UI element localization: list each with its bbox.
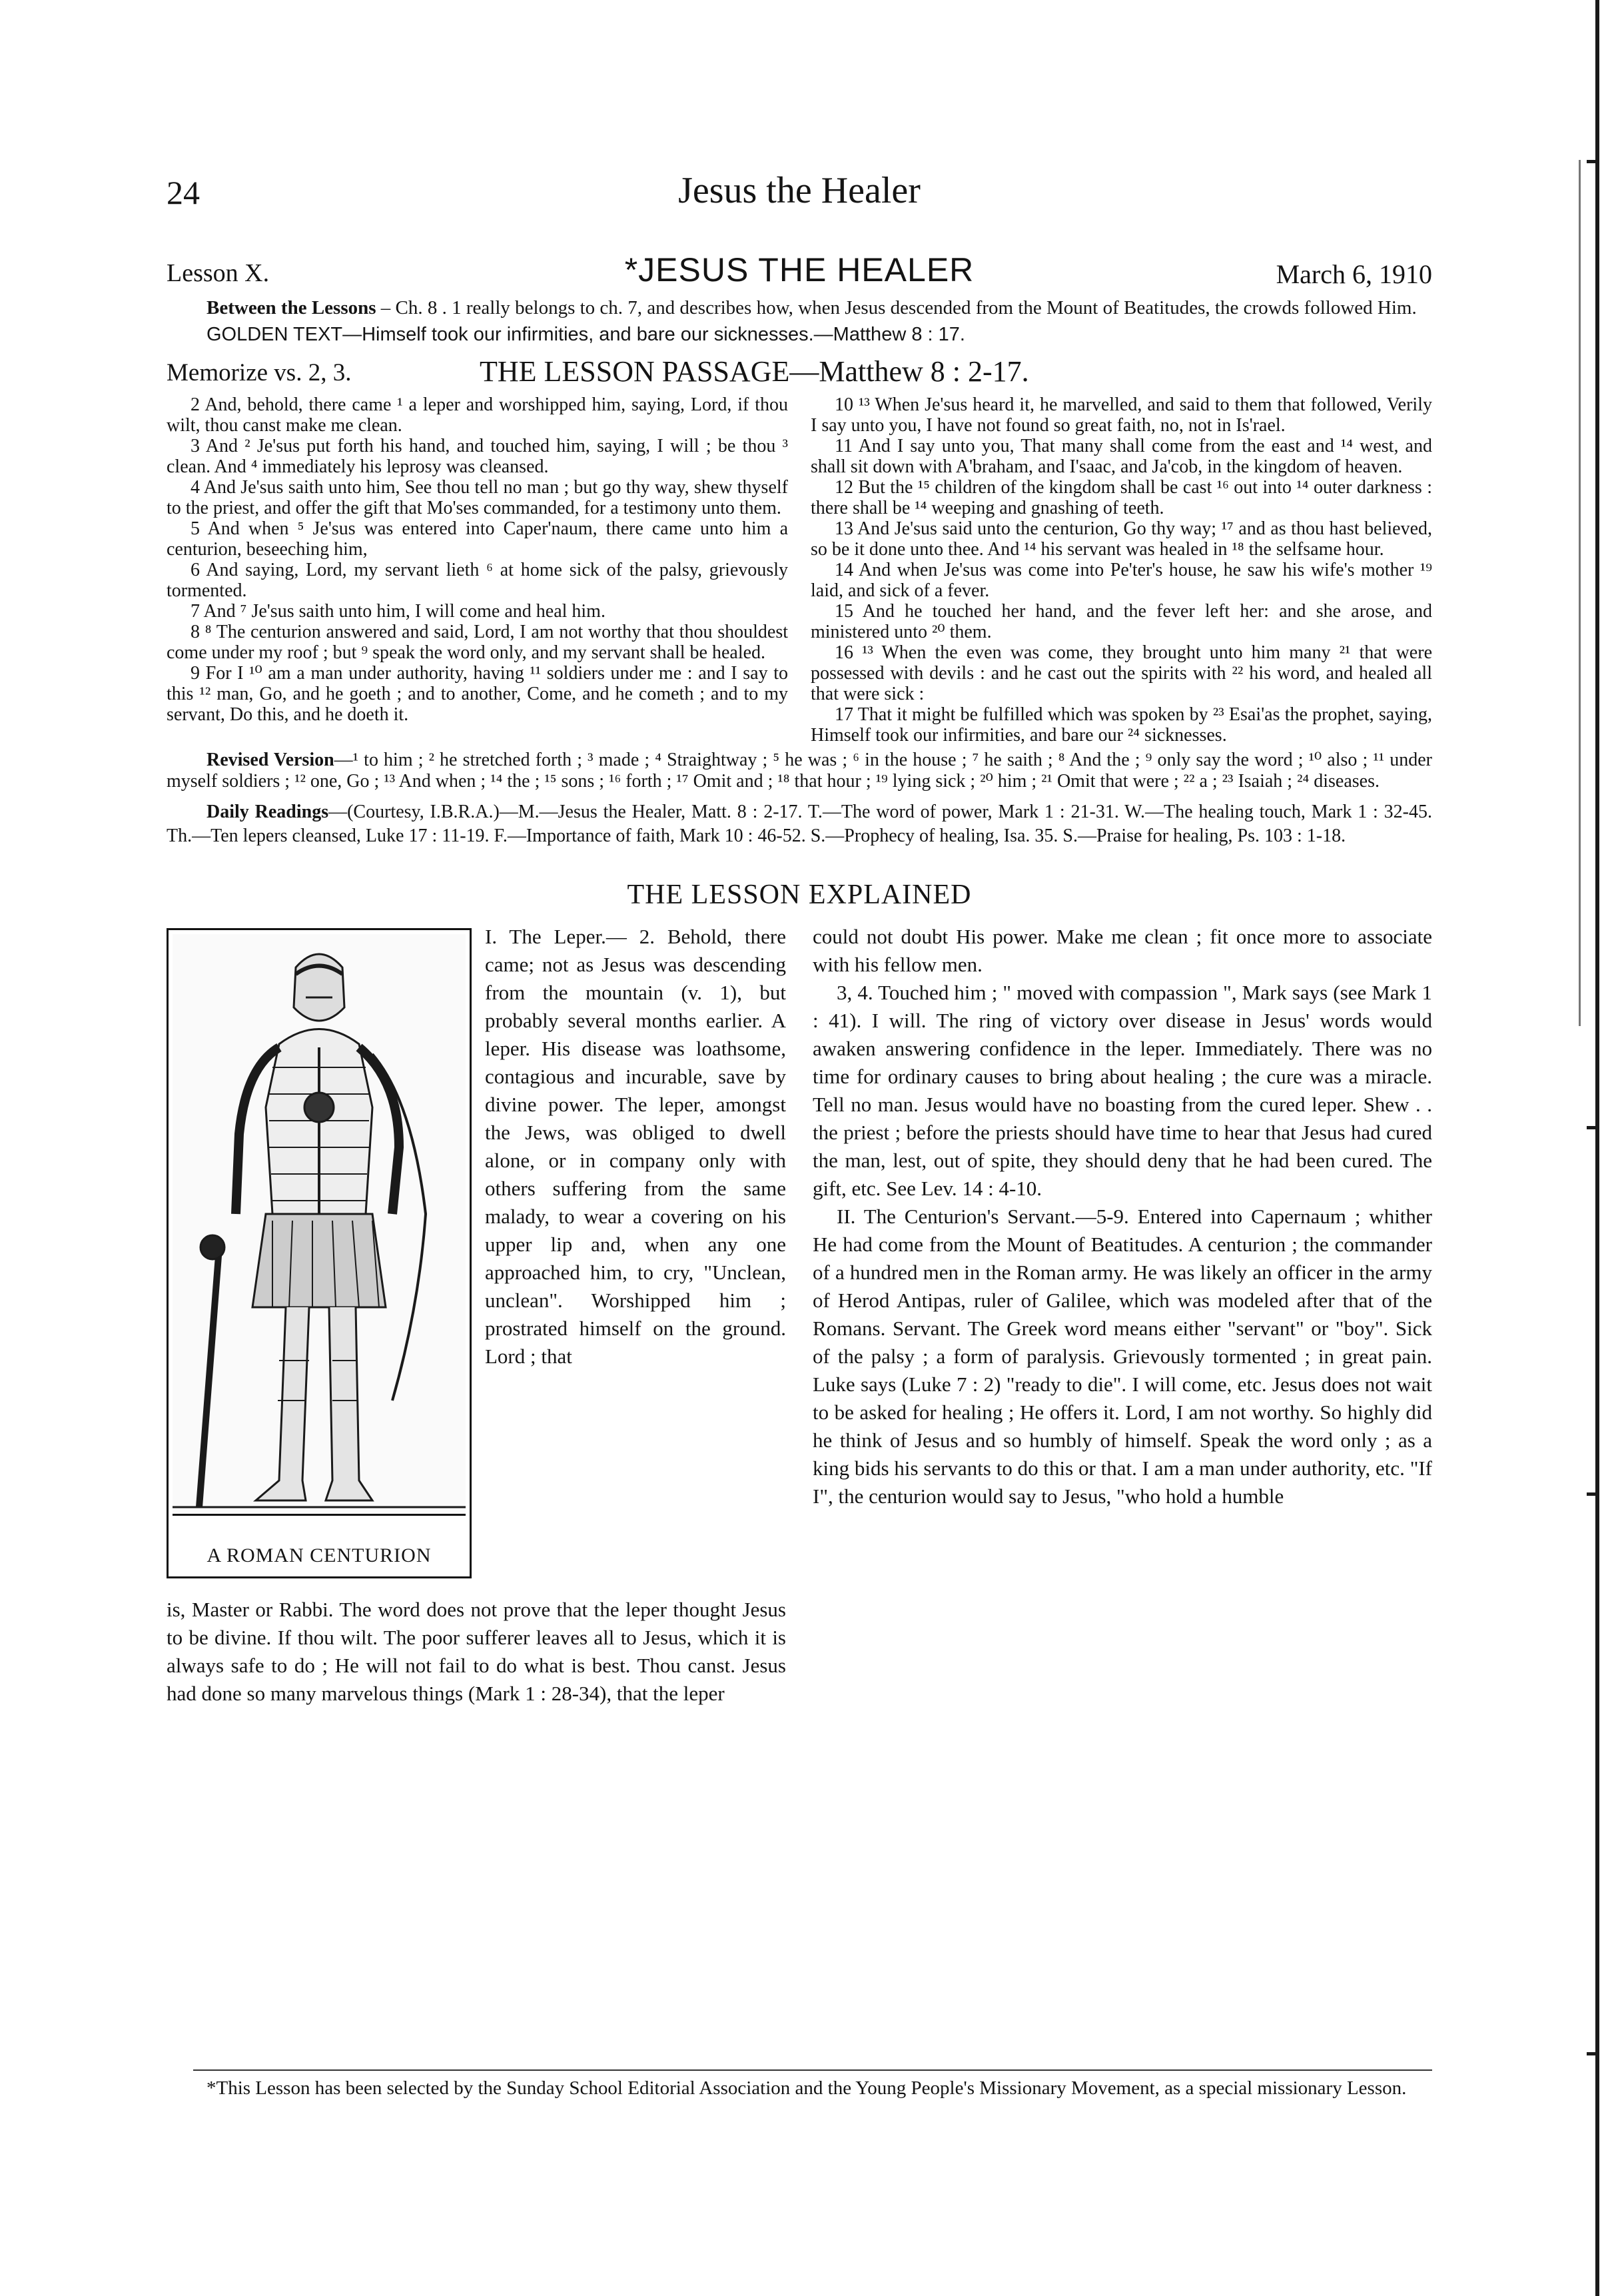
explained-text: 3, 4. Touched him ; " moved with compassion ", Mark says (see Mark 1 : 41). I will. The ring of victory over disease in Jesus' words would awaken answering confidence in the leper. Immediately. There was no time for ordinary causes to bring about healing ; the cure was a miracle. Tell no man. Jesus would have no boasting from the cured leper. Shew . . the priest ; before the priests should have time to hear that Jesus had cured the man, lest, out of spite, they should deny that he had been cured. The gift, etc. See Lev. 14 : 4-10.	[813, 981, 1432, 1200]
verse: 5 And when ⁵ Je'sus was entered into Caper'naum, there came unto him a centurion, beseeching him,	[167, 518, 788, 560]
revised-text: —¹ to him ; ² he stretched forth ; ³ made ; ⁴ Straightway ; ⁵ he was ; ⁶ in the house ; ⁷ he saith ; ⁸ And the ; ⁹ only say the word ; ¹⁰ also ; ¹¹ under myself soldiers ; ¹² one, Go ; ¹³ And when ; ¹⁴ the ; ¹⁵ sons ; ¹⁶ forth ; ¹⁷ Omit and ; ¹⁸ that hour ; ¹⁹ lying sick ; ²⁰ him ; ²¹ Omit that were ; ²² a ; ²³ Isaiah ; ²⁴ diseases.	[167, 750, 1432, 792]
verse: 8 ⁸ The centurion answered and said, Lord, I am not worthy that thou shouldest come under my roof ; but ⁹ speak the word only, and my servant shall be healed.	[167, 622, 788, 663]
lesson-explained	[167, 923, 1432, 1869]
explained-right-column	[813, 923, 1432, 1510]
page-edge-shadow	[1579, 160, 1581, 1026]
verse: 10 ¹³ When Je'sus heard it, he marvelled, and said to them that followed, Verily I say unto you, I have not found so great faith, no, not in Is'rael.	[811, 394, 1432, 436]
footnote-rule	[193, 2069, 1432, 2071]
explained-left-top	[485, 923, 786, 1371]
explained-title: THE LESSON EXPLAINED	[627, 879, 972, 910]
page	[167, 167, 1432, 1869]
edge-tick	[1587, 160, 1599, 163]
verse: 7 And ⁷ Je'sus saith unto him, I will come and heal him.	[191, 601, 606, 622]
lesson-title: *JESUS THE HEALER	[624, 251, 975, 288]
revised-label: Revised Version	[206, 750, 334, 770]
centurion-illustration	[173, 934, 466, 1516]
verse: 2 And, behold, there came ¹ a leper and worshipped him, saying, Lord, if thou wilt, thou canst make me clean.	[167, 394, 788, 436]
verse: 3 And ² Je'sus put forth his hand, and touched him, saying, I will ; be thou ³ clean. And ⁴ immediately his leprosy was cleansed.	[167, 436, 788, 477]
passage-title: THE LESSON PASSAGE—Matthew 8 : 2-17.	[480, 355, 1029, 388]
lesson-passage	[167, 394, 1432, 746]
edge-tick	[1587, 2052, 1599, 2055]
lesson-line	[167, 251, 1432, 293]
passage-column-right	[811, 394, 1432, 746]
verse: 17 That it might be fulfilled which was spoken by ²³ Esai'as the prophet, saying, Himself took our infirmities, and bare our ²⁴ sicknesses.	[811, 704, 1432, 746]
verse: 4 And Je'sus saith unto him, See thou tell no man ; but go thy way, shew thyself to the priest, and offer the gift that Mo'ses commanded, for a testimony unto them.	[167, 477, 788, 518]
between-lessons-label: Between the Lessons	[206, 297, 376, 318]
footnote: *This Lesson has been selected by the Sunday School Editorial Association and the Young People's Missionary Movement, as a special missionary Lesson.	[206, 2077, 1407, 2099]
edge-tick	[1587, 1126, 1599, 1129]
page-number: 24	[167, 174, 200, 211]
verse: 6 And saying, Lord, my servant lieth ⁶ at home sick of the palsy, grievously tormented.	[167, 560, 788, 601]
daily-readings	[167, 800, 1432, 848]
explained-text: could not doubt His power. Make me clean ; fit once more to associate with his fellow men.	[813, 925, 1432, 976]
between-lessons	[167, 296, 1432, 320]
verse: 16 ¹³ When the even was come, they brought unto him many ²¹ that were possessed with devils : and he cast out the spirits with ²² his word, and healed all that were sick :	[811, 642, 1432, 704]
figure-caption: A ROMAN CENTURION	[206, 1544, 432, 1566]
explained-text: II. The Centurion's Servant.—5-9. Entered into Capernaum ; whither He had come from the Mount of Beatitudes. A centurion ; the commander of a hundred men in the Roman army. He was likely an officer in the army of Herod Antipas, ruler of Galilee, which was modeled after that of the Romans. Servant. The Greek word means either "servant" or "boy". Sick of the palsy ; a form of paralysis. Grievously tormented ; in great pain. Luke says (Luke 7 : 2) "ready to die". I will come, etc. Jesus does not wait to be asked for healing ; He offers it. Lord, I am not worthy. So highly did he think of Jesus and so humbly of himself. Speak the word only ; as a king bids his servants to do this or that. I am a man under authority, etc. "If I", the centurion would say to Jesus, "who hold a humble	[813, 1205, 1432, 1508]
passage-heading	[167, 353, 1432, 389]
passage-column-left	[167, 394, 788, 746]
verse: 9 For I ¹⁰ am a man under authority, having ¹¹ soldiers under me : and I say to this ¹² man, Go, and he goeth ; and to another, Come, and he cometh ; and to my servant, Do this, and he doeth it.	[167, 663, 788, 725]
lesson-number: Lesson X.	[167, 259, 270, 287]
verse: 11 And I say unto you, That many shall come from the east and ¹⁴ west, and shall sit down with A'braham, and I'saac, and Ja'cob, in the kingdom of heaven.	[811, 436, 1432, 477]
explained-text: I. The Leper.— 2. Behold, there came; not as Jesus was descending from the mountain (v. 1), but probably several months earlier. A leper. His disease was loathsome, contagious and incurable, save by divine power. The leper, amongst the Jews, was obliged to dwell alone, or in company only with others suffering from the same malady, to wear a covering on his upper lip and, when any one approached him, to cry, "Unclean, unclean". Worshipped him ; prostrated himself on the ground. Lord ; that	[485, 925, 786, 1368]
revised-version	[167, 750, 1432, 792]
running-head	[167, 167, 1432, 220]
verse: 12 But the ¹⁵ children of the kingdom shall be cast ¹⁶ out into ¹⁴ outer darkness : there shall be ¹⁴ weeping and gnashing of teeth.	[811, 477, 1432, 518]
between-lessons-text: – Ch. 8 . 1 really belongs to ch. 7, and describes how, when Jesus descended from the Mount of Beatitudes, the crowds followed Him.	[380, 297, 1417, 318]
running-title: Jesus the Healer	[678, 170, 921, 211]
memorize-verses: Memorize vs. 2, 3.	[167, 359, 352, 386]
golden-text: GOLDEN TEXT—Himself took our infirmities, and bare our sicknesses.—Matthew 8 : 17.	[206, 324, 965, 345]
verse: 13 And Je'sus said unto the centurion, Go thy way; ¹⁷ and as thou hast believed, so be it done unto thee. And ¹⁴ his servant was healed in ¹⁸ the selfsame hour.	[811, 518, 1432, 560]
lesson-date: March 6, 1910	[1276, 259, 1432, 289]
daily-label: Daily Readings	[206, 802, 329, 822]
page-edge-rule	[1595, 0, 1599, 2296]
edge-tick	[1587, 1492, 1599, 1496]
explained-left-bottom	[167, 1596, 786, 1708]
centurion-figure	[167, 928, 472, 1578]
explained-text: is, Master or Rabbi. The word does not prove that the leper thought Jesus to be divine. If thou wilt. The poor sufferer leaves all to Jesus, which it is always safe to do ; He will not fail to do what is best. Thou canst. Jesus had done so many marvelous things (Mark 1 : 28-34), that the leper	[167, 1598, 786, 1705]
verse: 15 And he touched her hand, and the fever left her: and she arose, and ministered unto ²⁰ them.	[811, 601, 1432, 642]
daily-text: —(Courtesy, I.B.R.A.)—M.—Jesus the Healer, Matt. 8 : 2-17. T.—The word of power, Mark 1 : 21-31. W.—The healing touch, Mark 1 : 32-45. Th.—Ten lepers cleansed, Luke 17 : 11-19. F.—Importance of faith, Mark 10 : 46-52. S.—Prophecy of healing, Isa. 35. S.—Praise for healing, Ps. 103 : 1-18.	[167, 802, 1432, 846]
verse: 14 And when Je'sus was come into Pe'ter's house, he saw his wife's mother ¹⁹ laid, and sick of a fever.	[811, 560, 1432, 601]
